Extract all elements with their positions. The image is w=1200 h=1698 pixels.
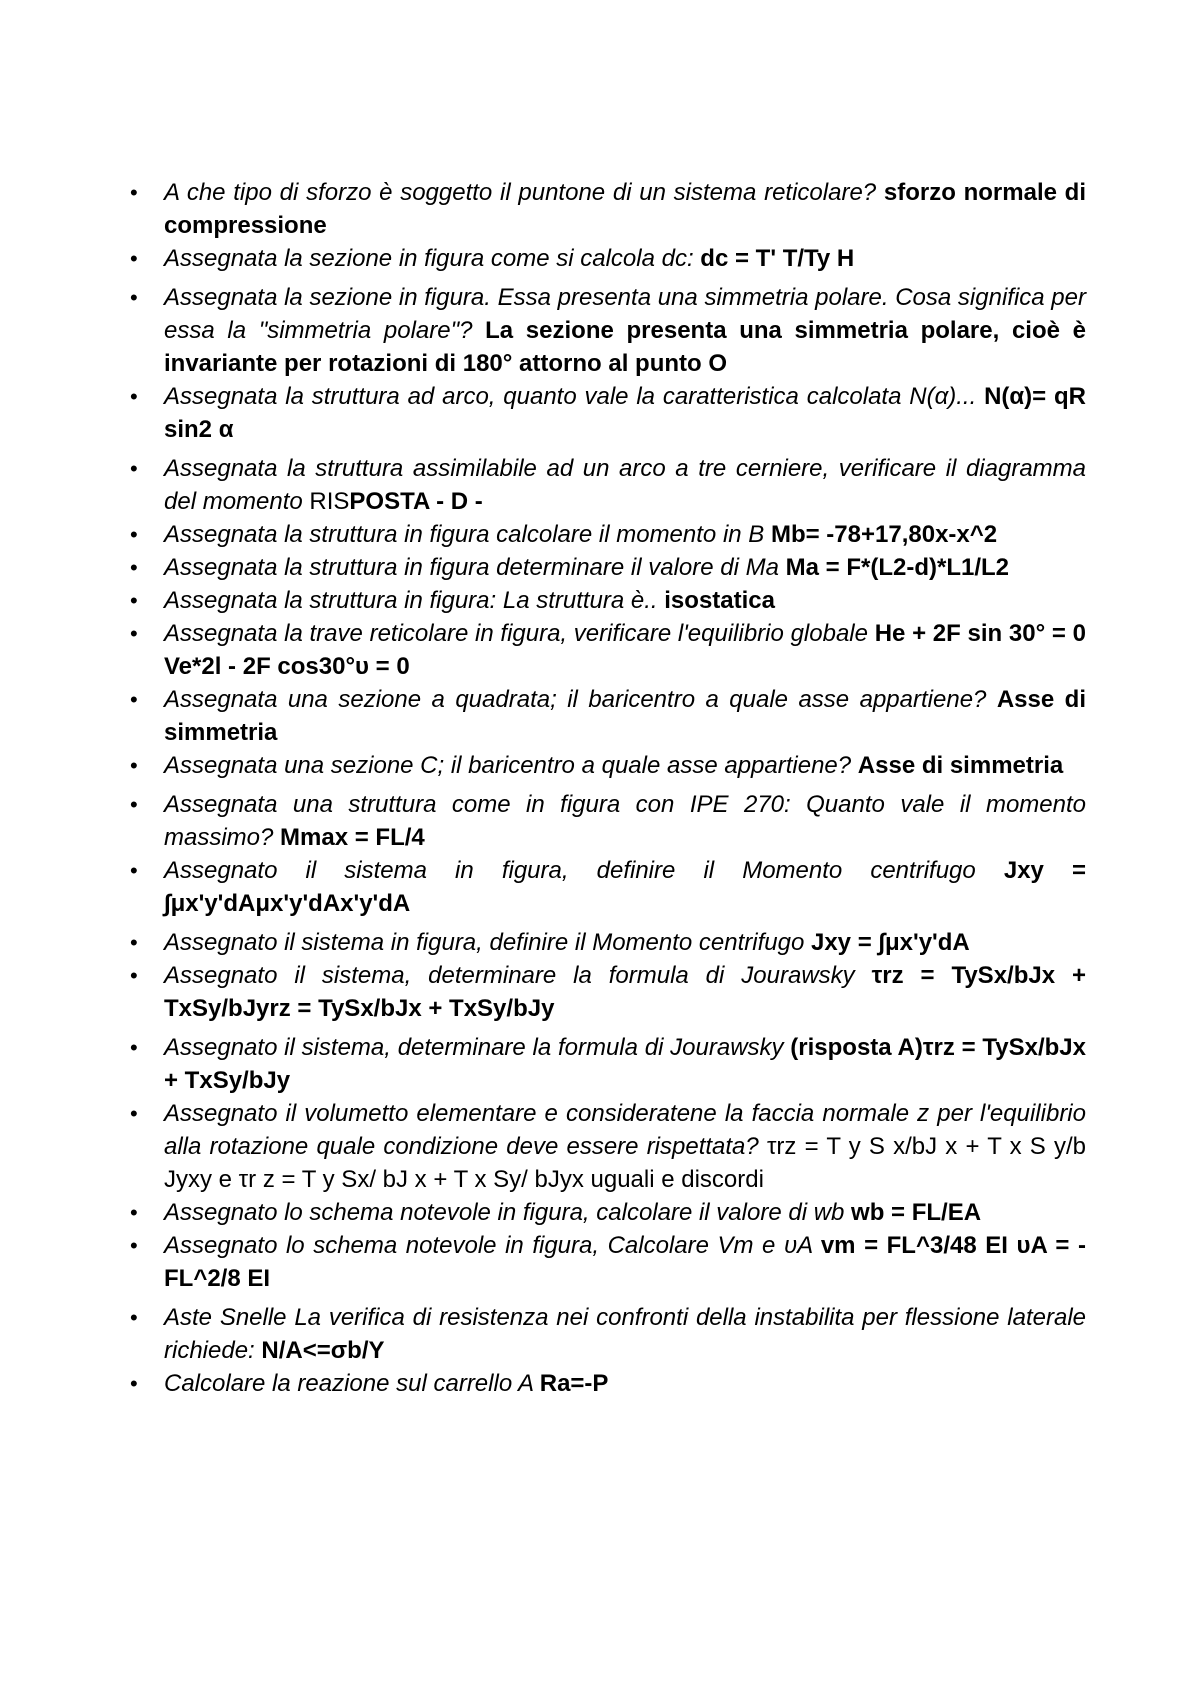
list-item xyxy=(120,926,1086,959)
question-text: Calcolare la reazione sul carrello A xyxy=(164,1370,540,1397)
answer-text: Asse di simmetria xyxy=(164,686,1086,746)
bullet-icon: • xyxy=(130,1101,138,1126)
list-item xyxy=(120,1031,1086,1097)
list-item xyxy=(120,683,1086,749)
list-item xyxy=(120,281,1086,380)
answer-text: (risposta A)τrz = TySx/bJx + TxSy/bJy xyxy=(164,1034,1087,1094)
bullet-icon: • xyxy=(130,963,138,988)
answer-text: POSTA - D - xyxy=(349,488,483,515)
answer-text: La sezione presenta una simmetria polare, cioè è invariante per rotazioni di 180° attorno al punto O xyxy=(164,317,1086,377)
bullet-icon: • xyxy=(130,792,138,817)
question-text: Assegnato il sistema in figura, definire il Momento centrifugo xyxy=(164,929,811,956)
answer-text: Mb= -78+17,80x-x^2 xyxy=(770,521,998,548)
answer-text: dc = T' T/Ty H xyxy=(700,245,855,272)
bullet-icon: • xyxy=(130,1305,138,1330)
list-item xyxy=(120,959,1086,1025)
question-text: Assegnato il volumetto elementare e consideratene la faccia normale z per l'equilibrio alla rotazione quale condizione deve essere rispettata? xyxy=(164,1100,1086,1160)
bullet-icon: • xyxy=(130,858,138,883)
answer-text: τrz = T y S x/bJ x + T x S y/b Jyxy e τr z = T y Sx/ bJ x + T x Sy/ bJyx uguali e discordi xyxy=(164,1133,1086,1193)
bullet-icon: • xyxy=(130,180,138,205)
list-item xyxy=(120,854,1086,920)
answer-text: wb = FL/EA xyxy=(851,1199,982,1226)
list-item xyxy=(120,242,1086,275)
question-text: Assegnata la struttura in figura calcolare il momento in B xyxy=(164,521,771,548)
answer-prefix-text: RIS xyxy=(309,488,350,515)
list-item xyxy=(120,749,1086,782)
answer-text: vm = FL^3/48 EI υA = - FL^2/8 EI xyxy=(164,1232,1086,1292)
question-text: Assegnato lo schema notevole in figura, calcolare il valore di wb xyxy=(164,1199,852,1226)
list-item xyxy=(120,1196,1086,1229)
list-item xyxy=(120,584,1086,617)
list-item xyxy=(120,380,1086,446)
answer-text: Asse di simmetria xyxy=(857,752,1064,779)
question-answer-list xyxy=(120,176,1086,1400)
list-item xyxy=(120,518,1086,551)
bullet-icon: • xyxy=(130,1035,138,1060)
question-text: Assegnata una struttura come in figura con IPE 270: Quanto vale il momento massimo? xyxy=(164,791,1086,851)
question-text: Assegnata la struttura ad arco, quanto vale la caratteristica calcolata N(α)... xyxy=(164,383,985,410)
list-item xyxy=(120,617,1086,683)
answer-text: Ra=-P xyxy=(539,1370,609,1397)
bullet-icon: • xyxy=(130,522,138,547)
question-text: Assegnato il sistema, determinare la formula di Jourawsky xyxy=(164,962,872,989)
answer-text: isostatica xyxy=(664,587,775,614)
answer-text: Jxy = ∫μx'y'dAμx'y'dAx'y'dA xyxy=(164,857,1086,917)
list-item xyxy=(120,1301,1086,1367)
list-item xyxy=(120,452,1086,518)
question-text: Assegnato il sistema, determinare la formula di Jourawsky xyxy=(164,1034,791,1061)
bullet-icon: • xyxy=(130,588,138,613)
question-text: Assegnata la struttura in figura determinare il valore di Ma xyxy=(164,554,786,581)
question-text: Assegnata la struttura assimilabile ad un arco a tre cerniere, verificare il diagramma del momento xyxy=(164,455,1086,515)
question-text: Assegnato lo schema notevole in figura, Calcolare Vm e υA xyxy=(164,1232,821,1259)
list-item xyxy=(120,788,1086,854)
bullet-icon: • xyxy=(130,1233,138,1258)
bullet-icon: • xyxy=(130,285,138,310)
bullet-icon: • xyxy=(130,246,138,271)
bullet-icon: • xyxy=(130,621,138,646)
bullet-icon: • xyxy=(130,1200,138,1225)
list-item xyxy=(120,1229,1086,1295)
question-text: Assegnata la struttura in figura: La struttura è.. xyxy=(164,587,665,614)
answer-text: He + 2F sin 30° = 0 Ve*2l - 2F cos30°υ = 0 xyxy=(164,620,1086,680)
bullet-icon: • xyxy=(130,1371,138,1396)
question-text: Assegnata la sezione in figura come si calcola dc: xyxy=(164,245,701,272)
answer-text: N(α)= qR sin2 α xyxy=(164,383,1086,443)
answer-text: Ma = F*(L2-d)*L1/L2 xyxy=(785,554,1009,581)
question-text: Aste Snelle La verifica di resistenza nei confronti della instabilita per flessione laterale richiede: xyxy=(164,1304,1086,1364)
bullet-icon: • xyxy=(130,687,138,712)
answer-text: Mmax = FL/4 xyxy=(280,824,425,851)
question-text: Assegnato il sistema in figura, definire il Momento centrifugo xyxy=(164,857,1004,884)
bullet-icon: • xyxy=(130,753,138,778)
answer-text: N/A<=σb/Y xyxy=(261,1337,385,1364)
bullet-icon: • xyxy=(130,456,138,481)
bullet-icon: • xyxy=(130,384,138,409)
answer-text: Jxy = ∫μx'y'dA xyxy=(810,929,970,956)
question-text: A che tipo di sforzo è soggetto il puntone di un sistema reticolare? xyxy=(164,179,884,206)
question-text: Assegnata la sezione in figura. Essa presenta una simmetria polare. Cosa significa per essa la "simmetria polare"? xyxy=(164,284,1086,344)
question-text: Assegnata una sezione a quadrata; il baricentro a quale asse appartiene? xyxy=(164,686,997,713)
answer-text: sforzo normale di compressione xyxy=(164,179,1087,239)
list-item xyxy=(120,1097,1086,1196)
answer-text: τrz = TySx/bJx + TxSy/bJyrz = TySx/bJx + TxSy/bJy xyxy=(164,962,1086,1022)
list-item xyxy=(120,176,1086,242)
list-item xyxy=(120,1367,1086,1400)
bullet-icon: • xyxy=(130,555,138,580)
bullet-icon: • xyxy=(130,930,138,955)
list-item xyxy=(120,551,1086,584)
question-text: Assegnata una sezione C; il baricentro a quale asse appartiene? xyxy=(164,752,858,779)
question-text: Assegnata la trave reticolare in figura, verificare l'equilibrio globale xyxy=(164,620,875,647)
